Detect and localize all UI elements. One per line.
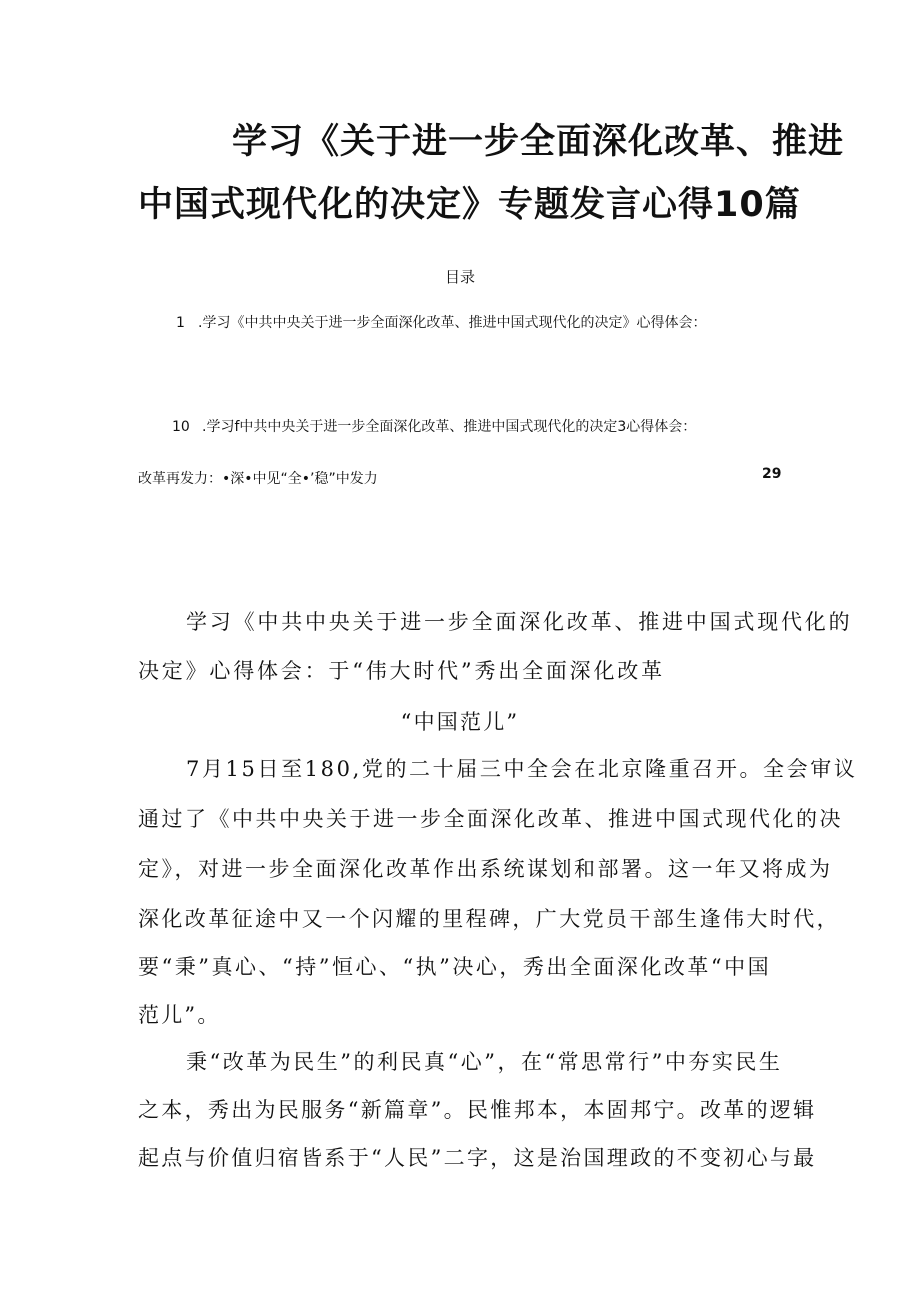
paragraph-2-line: 秉“改革为民生”的利民真“心”，在“常思常行”中夯实民生 bbox=[186, 1050, 783, 1074]
toc-item-1-text: .学习《中共中央关于进一步全面深化改革、推进中国式现代化的决定》心得体会： bbox=[198, 315, 707, 331]
paragraph-2-line: 起点与价值归宿皆系于“人民”二字，这是治国理政的不变初心与最 bbox=[138, 1146, 817, 1170]
paragraph-1-line: 7月15日至180,党的二十届三中全会在北京隆重召开。全会审议 bbox=[186, 757, 858, 781]
article-title-line-3: “中国范儿” bbox=[400, 710, 520, 734]
toc-heading: 目录 bbox=[444, 268, 475, 286]
paragraph-1-line: 定》，对进一步全面深化改革作出系统谋划和部署。这一年又将成为 bbox=[138, 857, 833, 881]
toc-item-10-text: .学习f中共中央关于进一步全面深化改革、推进中国式现代化的决定3心得体会： bbox=[202, 419, 697, 435]
toc-item-1-number: 1 bbox=[176, 315, 185, 331]
toc-item-1[interactable] bbox=[176, 312, 706, 332]
toc-item-10-subtitle[interactable]: 改革再发力：•深•中见“全•’稳”中发力 bbox=[138, 471, 378, 487]
paragraph-1-line: 范儿”。 bbox=[138, 1003, 221, 1027]
article-title-line-1: 学习《中共中央关于进一步全面深化改革、推进中国式现代化的 bbox=[186, 610, 853, 634]
paragraph-1-line: 要“秉”真心、“持”恒心、“执”决心，秀出全面深化改革“中国 bbox=[138, 955, 772, 979]
article-title-line-2: 决定》心得体会：于“伟大时代”秀出全面深化改革 bbox=[138, 659, 665, 683]
toc-item-10-number: 10 bbox=[172, 419, 190, 435]
toc-item-10-page-number: 29 bbox=[762, 466, 782, 482]
toc-item-10[interactable] bbox=[172, 416, 696, 436]
paragraph-1-line: 通过了《中共中央关于进一步全面深化改革、推进中国式现代化的决 bbox=[138, 807, 843, 831]
paragraph-1-line: 深化改革征途中又一个闪耀的里程碑，广大党员干部生逢伟大时代， bbox=[138, 907, 840, 931]
document-title-line-1: 学习《关于进一步全面深化改革、推进 bbox=[232, 122, 845, 162]
paragraph-2-line: 之本，秀出为民服务“新篇章”。民惟邦本，本固邦宁。改革的逻辑 bbox=[138, 1098, 817, 1122]
document-title-line-2: 中国式现代化的决定》专题发言心得10篇 bbox=[138, 185, 801, 225]
